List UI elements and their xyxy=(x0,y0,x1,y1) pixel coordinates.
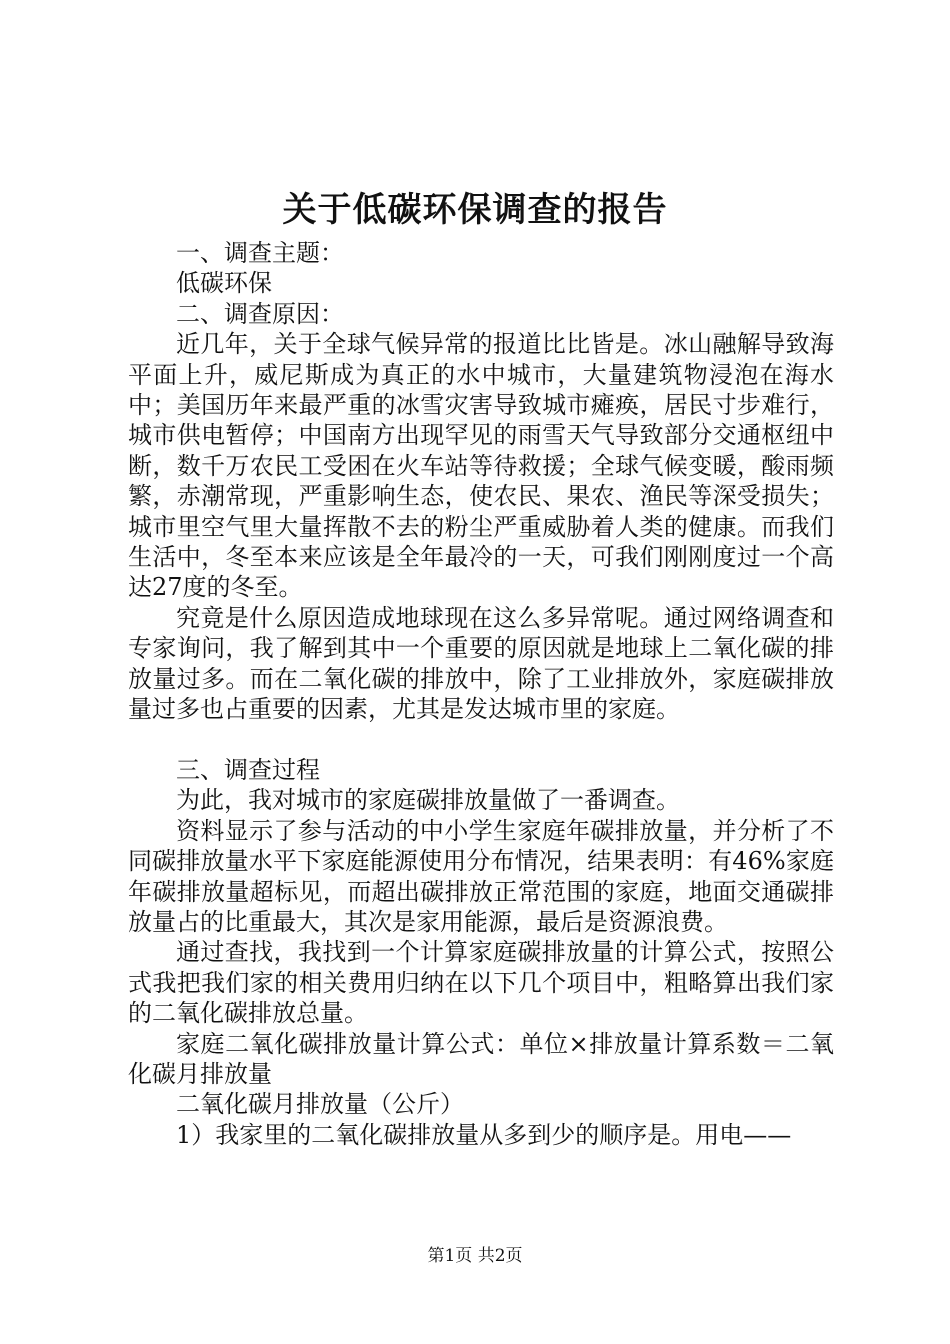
blank-line xyxy=(128,725,834,755)
page-footer: 第1页 共2页 xyxy=(427,1246,523,1266)
section-heading-reason: 二、调查原因： xyxy=(176,299,344,328)
paragraph-cause: 究竟是什么原因造成地球现在这么多异常呢。通过网络调查和专家询问，我了解到其中一个重要的原因就是地球上二氧化碳的排放量过多。而在二氧化碳的排放中，除了工业排放外，家庭碳排放量过多也占重要的因素，尤其是发达城市里的家庭。 xyxy=(128,603,834,724)
paragraph-climate-anomalies: 近几年，关于全球气候异常的报道比比皆是。冰山融解导致海平面上升，威尼斯成为真正的水中城市，大量建筑物浸泡在海水中；美国历年来最严重的冰雪灾害导致城市瘫痪，居民寸步难行，城市供电暂停；中国南方出现罕见的雨雪天气导致部分交通枢纽中断，数千万农民工受困在火车站等待救援；全球气候变暖，酸雨频繁，赤潮常现，严重影响生态，使农民、果农、渔民等深受损失；城市里空气里大量挥散不去的粉尘严重威胁着人类的健康。而我们生活中，冬至本来应该是全年最冷的一天，可我们刚刚度过一个高达27度的冬至。 xyxy=(128,330,834,602)
section-heading-process: 三、调查过程 xyxy=(176,755,320,784)
paragraph-list-item-1: 1）我家里的二氧化碳排放量从多到少的顺序是。用电—— xyxy=(176,1120,792,1149)
document-title: 关于低碳环保调查的报告 xyxy=(282,190,668,230)
topic-text: 低碳环保 xyxy=(176,269,272,298)
paragraph-formula: 家庭二氧化碳排放量计算公式：单位×排放量计算系数＝二氧化碳月排放量 xyxy=(128,1029,834,1088)
paragraph-survey-results: 资料显示了参与活动的中小学生家庭年碳排放量，并分析了不同碳排放量水平下家庭能源使用分布情况，结果表明：有46%家庭年碳排放量超标见，而超出碳排放正常范围的家庭，地面交通碳排放量占的比重最大，其次是家用能源，最后是资源浪费。 xyxy=(128,816,834,936)
document-body xyxy=(128,238,834,1150)
paragraph-survey-intro: 为此，我对城市的家庭碳排放量做了一番调查。 xyxy=(176,786,680,815)
section-heading-topic: 一、调查主题： xyxy=(176,239,344,267)
paragraph-unit: 二氧化碳月排放量（公斤） xyxy=(176,1090,464,1119)
paragraph-formula-intro: 通过查找，我找到一个计算家庭碳排放量的计算公式，按照公式我把我们家的相关费用归纳在以下几个项目中，粗略算出我们家的二氧化碳排放总量。 xyxy=(128,938,834,1028)
